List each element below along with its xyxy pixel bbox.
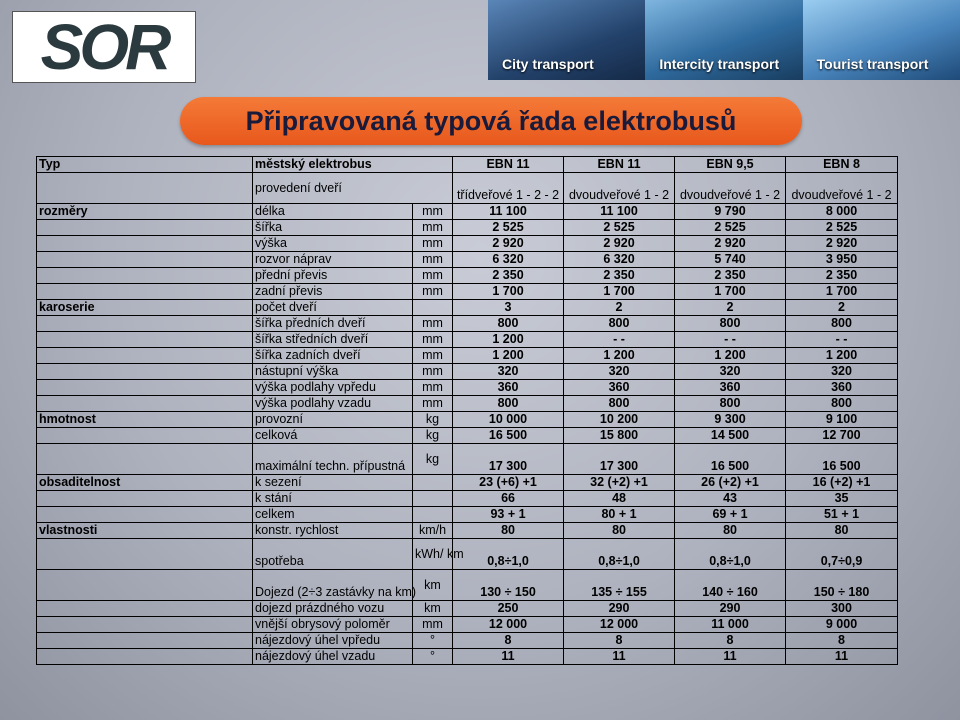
row-unit: mm (413, 380, 453, 396)
row-label: Dojezd (2÷3 zastávky na km) (253, 570, 413, 601)
row-group (37, 396, 253, 412)
row-group (37, 252, 253, 268)
row-group (37, 364, 253, 380)
row-value: 1 200 (453, 332, 564, 348)
row-value: 6 320 (453, 252, 564, 268)
row-value: 35 (786, 491, 898, 507)
row-unit: mm (413, 617, 453, 633)
row-value: 48 (564, 491, 675, 507)
row-group (37, 348, 253, 364)
doors-value: dvoudveřové 1 - 2 (786, 173, 898, 204)
row-value: 16 500 (453, 428, 564, 444)
row-value: 2 525 (453, 220, 564, 236)
header-category: městský elektrobus (253, 157, 453, 173)
row-label: rozvor náprav (253, 252, 413, 268)
doors-value: dvoudveřové 1 - 2 (564, 173, 675, 204)
row-value: 23 (+6) +1 (453, 475, 564, 491)
row-label: konstr. rychlost (253, 523, 413, 539)
row-value: 1 200 (675, 348, 786, 364)
row-value: 9 300 (675, 412, 786, 428)
header-typ: Typ (37, 157, 253, 173)
table-row (37, 284, 898, 300)
row-value: 8 (675, 633, 786, 649)
row-unit: km/h (413, 523, 453, 539)
table-row (37, 396, 898, 412)
row-value: 800 (564, 316, 675, 332)
row-value: 360 (675, 380, 786, 396)
row-value: 80 + 1 (564, 507, 675, 523)
row-value: 11 100 (564, 204, 675, 220)
row-label: k sezení (253, 475, 413, 491)
row-group (37, 332, 253, 348)
row-unit: ° (413, 649, 453, 665)
row-label: výška podlahy vpředu (253, 380, 413, 396)
row-value: 800 (675, 316, 786, 332)
table-row (37, 601, 898, 617)
row-label: nájezdový úhel vpředu (253, 633, 413, 649)
row-value: 320 (675, 364, 786, 380)
banner-city (488, 0, 645, 80)
row-value: 320 (786, 364, 898, 380)
row-value: 300 (786, 601, 898, 617)
doors-group-cell (37, 173, 253, 204)
row-unit: ° (413, 633, 453, 649)
table-row (37, 570, 898, 601)
row-value: 16 500 (675, 444, 786, 475)
row-value: 150 ÷ 180 (786, 570, 898, 601)
table-row (37, 300, 898, 316)
row-unit: mm (413, 204, 453, 220)
row-value: 11 100 (453, 204, 564, 220)
transport-banner (488, 0, 960, 80)
row-value: 0,8÷1,0 (453, 539, 564, 570)
row-value: 66 (453, 491, 564, 507)
row-group (37, 316, 253, 332)
row-group (37, 507, 253, 523)
table-row (37, 617, 898, 633)
row-value: 320 (564, 364, 675, 380)
row-value: - - (675, 332, 786, 348)
row-value: 32 (+2) +1 (564, 475, 675, 491)
row-group (37, 444, 253, 475)
row-value: 2 350 (786, 268, 898, 284)
row-value: 9 790 (675, 204, 786, 220)
table-row (37, 204, 898, 220)
row-unit: mm (413, 332, 453, 348)
row-value: 15 800 (564, 428, 675, 444)
row-value: 2 920 (786, 236, 898, 252)
row-value: 80 (453, 523, 564, 539)
row-value: 16 500 (786, 444, 898, 475)
row-label: délka (253, 204, 413, 220)
table-row (37, 364, 898, 380)
row-unit: mm (413, 348, 453, 364)
row-value: 12 700 (786, 428, 898, 444)
row-label: šířka zadních dveří (253, 348, 413, 364)
table-row (37, 444, 898, 475)
row-group: vlastnosti (37, 523, 253, 539)
row-label: dojezd prázdného vozu (253, 601, 413, 617)
row-group (37, 236, 253, 252)
header-model: EBN 9,5 (675, 157, 786, 173)
row-value: 1 700 (786, 284, 898, 300)
sor-logo (12, 11, 196, 83)
row-value: 11 (675, 649, 786, 665)
row-label: nástupní výška (253, 364, 413, 380)
row-value: 1 200 (453, 348, 564, 364)
row-value: 17 300 (564, 444, 675, 475)
page-title: Připravovaná typová řada elektrobusů (245, 105, 737, 136)
doors-row (37, 173, 898, 204)
row-group (37, 491, 253, 507)
row-label: výška (253, 236, 413, 252)
row-value: 1 700 (675, 284, 786, 300)
row-value: 10 000 (453, 412, 564, 428)
row-label: zadní převis (253, 284, 413, 300)
row-value: 800 (453, 396, 564, 412)
row-value: 51 + 1 (786, 507, 898, 523)
row-value: 26 (+2) +1 (675, 475, 786, 491)
row-value: 360 (786, 380, 898, 396)
row-value: 2 350 (453, 268, 564, 284)
row-value: 16 (+2) +1 (786, 475, 898, 491)
row-value: 17 300 (453, 444, 564, 475)
row-value: 8 (564, 633, 675, 649)
row-value: 2 920 (453, 236, 564, 252)
table-row (37, 507, 898, 523)
row-label: šířka (253, 220, 413, 236)
row-value: 140 ÷ 160 (675, 570, 786, 601)
row-value: 0,7÷0,9 (786, 539, 898, 570)
row-value: 130 ÷ 150 (453, 570, 564, 601)
row-unit: mm (413, 316, 453, 332)
row-group: karoserie (37, 300, 253, 316)
row-value: 8 (453, 633, 564, 649)
row-value: 0,8÷1,0 (564, 539, 675, 570)
row-value: 80 (675, 523, 786, 539)
row-group (37, 649, 253, 665)
row-label: spotřeba (253, 539, 413, 570)
row-unit (413, 475, 453, 491)
row-unit: kg (413, 412, 453, 428)
row-value: 360 (564, 380, 675, 396)
row-unit: km (413, 601, 453, 617)
header-model: EBN 11 (564, 157, 675, 173)
table-row (37, 491, 898, 507)
row-value: 360 (453, 380, 564, 396)
row-value: 9 000 (786, 617, 898, 633)
row-unit: mm (413, 364, 453, 380)
row-group (37, 601, 253, 617)
table-row (37, 633, 898, 649)
row-value: 11 000 (675, 617, 786, 633)
row-value: - - (786, 332, 898, 348)
row-value: 11 (564, 649, 675, 665)
row-unit (413, 491, 453, 507)
row-value: 6 320 (564, 252, 675, 268)
row-group (37, 633, 253, 649)
row-value: 0,8÷1,0 (675, 539, 786, 570)
row-unit: mm (413, 220, 453, 236)
table-row (37, 475, 898, 491)
row-unit: kg (413, 428, 453, 444)
banner-label-city: City transport (502, 56, 594, 72)
row-value: 8 000 (786, 204, 898, 220)
row-unit (413, 300, 453, 316)
table-row (37, 236, 898, 252)
row-value: 2 920 (564, 236, 675, 252)
table-row (37, 332, 898, 348)
spec-table (36, 156, 898, 665)
row-value: 800 (564, 396, 675, 412)
banner-intercity (645, 0, 802, 80)
row-value: 250 (453, 601, 564, 617)
row-value: 8 (786, 633, 898, 649)
row-value: 1 700 (564, 284, 675, 300)
row-value: 80 (786, 523, 898, 539)
row-unit: kWh/ km (413, 539, 453, 570)
row-group (37, 539, 253, 570)
row-label: šířka předních dveří (253, 316, 413, 332)
row-label: počet dveří (253, 300, 413, 316)
row-label: celkem (253, 507, 413, 523)
row-group: rozměry (37, 204, 253, 220)
row-value: 43 (675, 491, 786, 507)
table-row (37, 348, 898, 364)
row-label: přední převis (253, 268, 413, 284)
row-value: 2 350 (675, 268, 786, 284)
row-unit: mm (413, 236, 453, 252)
table-row (37, 412, 898, 428)
row-group (37, 380, 253, 396)
row-value: 800 (675, 396, 786, 412)
row-group (37, 570, 253, 601)
header-row (37, 157, 898, 173)
row-group: hmotnost (37, 412, 253, 428)
logo-text: SOR (40, 11, 168, 83)
row-unit (413, 507, 453, 523)
row-value: 11 (453, 649, 564, 665)
table-row (37, 428, 898, 444)
table-row (37, 220, 898, 236)
row-value: 290 (675, 601, 786, 617)
row-unit: mm (413, 396, 453, 412)
row-group (37, 617, 253, 633)
row-value: 1 700 (453, 284, 564, 300)
row-unit: mm (413, 268, 453, 284)
row-value: 69 + 1 (675, 507, 786, 523)
row-label: maximální techn. přípustná (253, 444, 413, 475)
banner-tourist (803, 0, 960, 80)
row-unit: km (413, 570, 453, 601)
row-group (37, 284, 253, 300)
banner-label-tourist: Tourist transport (816, 56, 929, 72)
row-value: 3 (453, 300, 564, 316)
row-value: 11 (786, 649, 898, 665)
doors-value: třídveřové 1 - 2 - 2 (453, 173, 564, 204)
table-row (37, 523, 898, 539)
header-model: EBN 8 (786, 157, 898, 173)
row-value: 9 100 (786, 412, 898, 428)
row-value: 290 (564, 601, 675, 617)
row-group: obsaditelnost (37, 475, 253, 491)
row-group (37, 428, 253, 444)
row-value: 135 ÷ 155 (564, 570, 675, 601)
row-value: 14 500 (675, 428, 786, 444)
row-value: 800 (786, 316, 898, 332)
row-value: 1 200 (564, 348, 675, 364)
table-row (37, 252, 898, 268)
row-value: 2 525 (786, 220, 898, 236)
row-label: celková (253, 428, 413, 444)
row-label: k stání (253, 491, 413, 507)
title-pill (180, 97, 802, 145)
row-value: 80 (564, 523, 675, 539)
doors-value: dvoudveřové 1 - 2 (675, 173, 786, 204)
row-value: 2 (786, 300, 898, 316)
row-value: 2 (564, 300, 675, 316)
row-value: 2 525 (675, 220, 786, 236)
doors-label: provedení dveří (253, 173, 453, 204)
row-value: 320 (453, 364, 564, 380)
header-model: EBN 11 (453, 157, 564, 173)
row-value: 800 (786, 396, 898, 412)
banner-label-intercity: Intercity transport (659, 56, 780, 72)
row-value: 12 000 (564, 617, 675, 633)
table-row (37, 380, 898, 396)
row-group (37, 220, 253, 236)
row-unit: mm (413, 284, 453, 300)
table-row (37, 268, 898, 284)
row-label: šířka středních dveří (253, 332, 413, 348)
row-value: 2 525 (564, 220, 675, 236)
table-row (37, 316, 898, 332)
row-value: 3 950 (786, 252, 898, 268)
table-row (37, 649, 898, 665)
row-label: vnější obrysový poloměr (253, 617, 413, 633)
row-label: nájezdový úhel vzadu (253, 649, 413, 665)
row-value: 800 (453, 316, 564, 332)
row-value: - - (564, 332, 675, 348)
row-unit: mm (413, 252, 453, 268)
row-value: 2 350 (564, 268, 675, 284)
row-group (37, 268, 253, 284)
row-label: výška podlahy vzadu (253, 396, 413, 412)
row-value: 10 200 (564, 412, 675, 428)
row-unit: kg (413, 444, 453, 475)
row-label: provozní (253, 412, 413, 428)
row-value: 1 200 (786, 348, 898, 364)
row-value: 93 + 1 (453, 507, 564, 523)
row-value: 2 920 (675, 236, 786, 252)
row-value: 12 000 (453, 617, 564, 633)
table-row (37, 539, 898, 570)
row-value: 2 (675, 300, 786, 316)
row-value: 5 740 (675, 252, 786, 268)
